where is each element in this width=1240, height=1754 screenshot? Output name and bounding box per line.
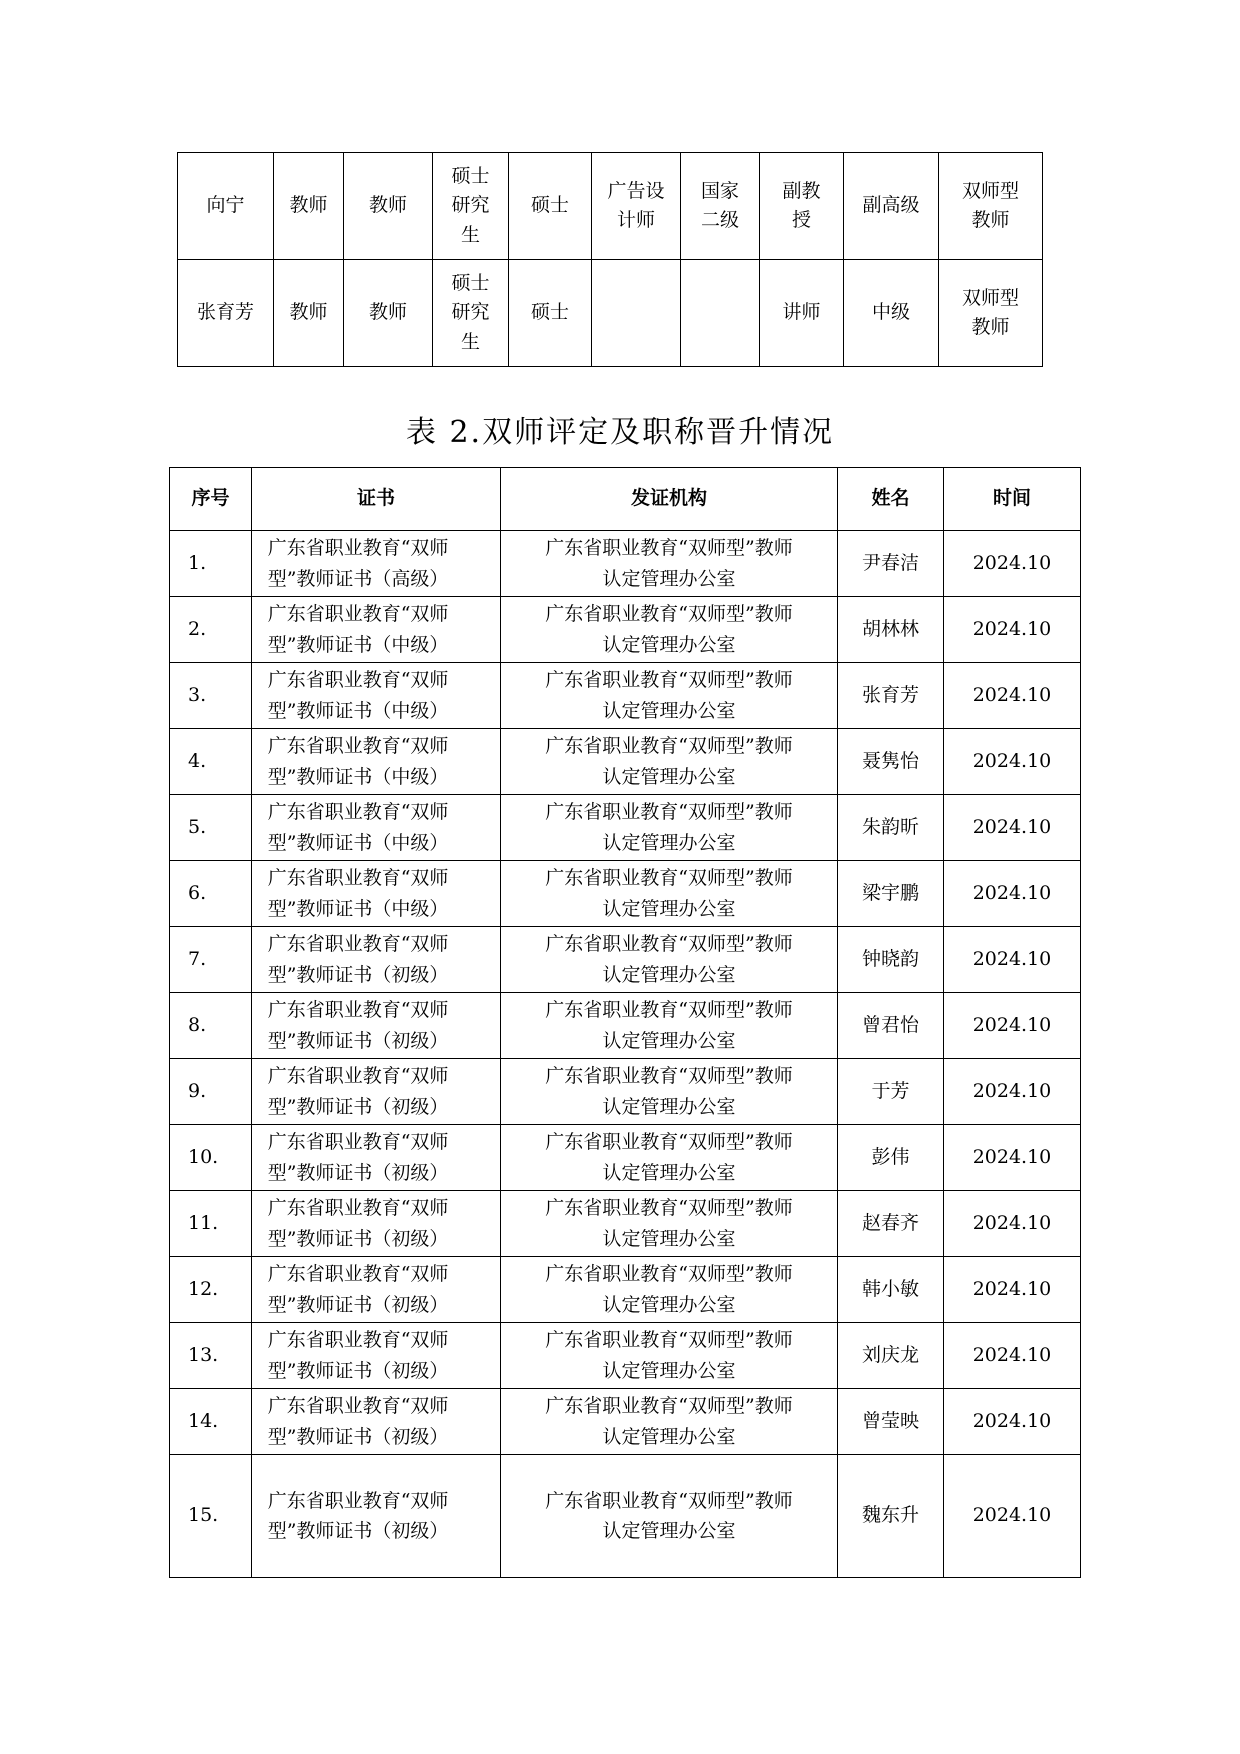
row-name: 梁宇鹏 [838,861,944,927]
certification-table-body [170,531,1081,1578]
row-time: 2024.10 [944,729,1081,795]
row-org-cell [501,1125,838,1191]
row-org-line1: 广东省职业教育“双师型”教师 [545,1065,793,1088]
table-cell: 副高级 [844,153,939,260]
row-seq: 14. [170,1389,252,1455]
row-org-line1: 广东省职业教育“双师型”教师 [545,1197,793,1220]
table-row [170,597,1081,663]
table-cell: 教师 [274,153,344,260]
table-row [170,927,1081,993]
table-row [170,1257,1081,1323]
row-seq: 12. [170,1257,252,1323]
table-row [170,663,1081,729]
row-org-line1: 广东省职业教育“双师型”教师 [545,603,793,626]
row-seq: 8. [170,993,252,1059]
row-cert-cell [252,1059,501,1125]
row-cert-cell [252,1125,501,1191]
row-org-cell [501,1323,838,1389]
row-org-line2: 认定管理办公室 [602,699,736,722]
table-row [170,993,1081,1059]
table-cell: 张育芳 [178,260,274,367]
table-cell: 讲师 [760,260,844,367]
row-cert-cell [252,663,501,729]
table-cell: 教师 [344,260,433,367]
row-cert: 广东省职业教育“双师型”教师证书（初级） [267,1065,449,1118]
row-org-line2: 认定管理办公室 [602,1293,736,1316]
table-cell [592,153,681,260]
row-cert-cell [252,993,501,1059]
row-time: 2024.10 [944,1059,1081,1125]
row-cert: 广东省职业教育“双师型”教师证书（高级） [267,537,449,590]
row-org-cell [501,1455,838,1578]
row-org-cell [501,927,838,993]
table-cell [760,153,844,260]
row-cert: 广东省职业教育“双师型”教师证书（中级） [267,801,449,854]
table-row [170,531,1081,597]
row-org-line2: 认定管理办公室 [602,765,736,788]
row-org-line2: 认定管理办公室 [602,963,736,986]
row-org-line1: 广东省职业教育“双师型”教师 [545,1131,793,1154]
row-org-cell [501,1257,838,1323]
table-row [170,729,1081,795]
row-name: 胡林林 [838,597,944,663]
row-time: 2024.10 [944,1389,1081,1455]
row-cert-cell [252,531,501,597]
column-header-cert: 证书 [252,468,501,531]
table-caption: 表 2.双师评定及职称晋升情况 [405,415,835,450]
row-org-line1: 广东省职业教育“双师型”教师 [545,801,793,824]
row-cert: 广东省职业教育“双师型”教师证书（初级） [267,1395,449,1448]
row-seq: 11. [170,1191,252,1257]
row-org-line1: 广东省职业教育“双师型”教师 [545,537,793,560]
row-seq: 7. [170,927,252,993]
row-org-line2: 认定管理办公室 [602,1161,736,1184]
row-org-line1: 广东省职业教育“双师型”教师 [545,1489,793,1512]
table-row [170,861,1081,927]
cell-text: 硕士研究生 [451,271,490,353]
cell-text: 国家二级 [700,179,739,231]
cell-text: 硕士研究生 [451,164,490,246]
table-cell: 硕士 [509,153,592,260]
row-seq: 10. [170,1125,252,1191]
row-seq: 6. [170,861,252,927]
row-cert: 广东省职业教育“双师型”教师证书（初级） [267,1197,449,1250]
row-org-line1: 广东省职业教育“双师型”教师 [545,1263,793,1286]
table-row [170,1125,1081,1191]
row-name: 聂隽怡 [838,729,944,795]
row-name: 魏东升 [838,1455,944,1578]
column-header-time: 时间 [944,468,1081,531]
column-header-name: 姓名 [838,468,944,531]
row-time: 2024.10 [944,1323,1081,1389]
row-org-line2: 认定管理办公室 [602,633,736,656]
row-cert-cell [252,861,501,927]
table-cell: 教师 [344,153,433,260]
row-cert: 广东省职业教育“双师型”教师证书（中级） [267,669,449,722]
table-cell: 硕士 [509,260,592,367]
row-time: 2024.10 [944,927,1081,993]
table-cell [592,260,681,367]
row-time: 2024.10 [944,993,1081,1059]
table-row [170,1191,1081,1257]
cell-text: 双师型教师 [961,286,1019,338]
row-seq: 3. [170,663,252,729]
table-cell [681,260,760,367]
row-time: 2024.10 [944,597,1081,663]
row-cert-cell [252,795,501,861]
table-cell: 向宁 [178,153,274,260]
table-cell [939,260,1043,367]
row-cert: 广东省职业教育“双师型”教师证书（中级） [267,735,449,788]
row-cert: 广东省职业教育“双师型”教师证书（中级） [267,867,449,920]
cell-text: 广告设计师 [607,179,665,231]
column-header-org: 发证机构 [501,468,838,531]
row-org-cell [501,1191,838,1257]
row-seq: 4. [170,729,252,795]
row-seq: 13. [170,1323,252,1389]
row-org-cell [501,1389,838,1455]
row-org-cell [501,795,838,861]
row-time: 2024.10 [944,1257,1081,1323]
row-cert-cell [252,1191,501,1257]
row-cert-cell [252,1455,501,1578]
row-name: 尹春洁 [838,531,944,597]
row-time: 2024.10 [944,531,1081,597]
row-cert: 广东省职业教育“双师型”教师证书（初级） [267,1131,449,1184]
table-cell [681,153,760,260]
row-name: 朱韵昕 [838,795,944,861]
row-seq: 9. [170,1059,252,1125]
table-row [170,795,1081,861]
row-name: 赵春齐 [838,1191,944,1257]
table-cell [433,153,509,260]
table-row [170,1455,1081,1578]
row-time: 2024.10 [944,1125,1081,1191]
row-org-line2: 认定管理办公室 [602,897,736,920]
row-cert: 广东省职业教育“双师型”教师证书（初级） [267,933,449,986]
row-org-line1: 广东省职业教育“双师型”教师 [545,867,793,890]
row-org-line1: 广东省职业教育“双师型”教师 [545,999,793,1022]
row-seq: 1. [170,531,252,597]
row-time: 2024.10 [944,1455,1081,1578]
row-name: 彭伟 [838,1125,944,1191]
table-row [170,1323,1081,1389]
table-row [178,153,1043,260]
table-cell: 中级 [844,260,939,367]
row-org-line2: 认定管理办公室 [602,1425,736,1448]
row-org-line2: 认定管理办公室 [602,567,736,590]
table-row [170,1389,1081,1455]
row-time: 2024.10 [944,663,1081,729]
row-name: 韩小敏 [838,1257,944,1323]
row-seq: 2. [170,597,252,663]
row-org-cell [501,993,838,1059]
row-cert-cell [252,1257,501,1323]
row-cert-cell [252,927,501,993]
row-cert-cell [252,729,501,795]
table-cell [939,153,1043,260]
certification-table [169,467,1081,1578]
staff-table [177,152,1043,367]
row-time: 2024.10 [944,861,1081,927]
table-cell [433,260,509,367]
row-org-cell [501,663,838,729]
row-name: 刘庆龙 [838,1323,944,1389]
row-name: 张育芳 [838,663,944,729]
row-name: 曾莹映 [838,1389,944,1455]
row-cert-cell [252,597,501,663]
row-org-line1: 广东省职业教育“双师型”教师 [545,1395,793,1418]
row-cert-cell [252,1389,501,1455]
row-name: 于芳 [838,1059,944,1125]
row-cert-cell [252,1323,501,1389]
row-time: 2024.10 [944,795,1081,861]
column-header-seq: 序号 [170,468,252,531]
row-org-line1: 广东省职业教育“双师型”教师 [545,933,793,956]
row-org-line2: 认定管理办公室 [602,1095,736,1118]
cell-text: 副教授 [782,179,821,231]
row-cert: 广东省职业教育“双师型”教师证书（初级） [267,1263,449,1316]
row-org-cell [501,861,838,927]
row-seq: 5. [170,795,252,861]
row-org-line2: 认定管理办公室 [602,1029,736,1052]
row-org-cell [501,531,838,597]
table-row [170,1059,1081,1125]
row-org-cell [501,597,838,663]
row-cert: 广东省职业教育“双师型”教师证书（初级） [267,1489,449,1542]
row-org-line2: 认定管理办公室 [602,1520,736,1542]
row-name: 曾君怡 [838,993,944,1059]
row-org-line1: 广东省职业教育“双师型”教师 [545,669,793,692]
row-time: 2024.10 [944,1191,1081,1257]
row-org-line1: 广东省职业教育“双师型”教师 [545,1329,793,1352]
row-seq: 15. [170,1455,252,1578]
row-cert: 广东省职业教育“双师型”教师证书（初级） [267,1329,449,1382]
row-org-cell [501,1059,838,1125]
row-org-line2: 认定管理办公室 [602,831,736,854]
cell-text: 双师型教师 [961,179,1019,231]
table-header-row [170,468,1081,531]
row-org-line2: 认定管理办公室 [602,1359,736,1382]
row-cert: 广东省职业教育“双师型”教师证书（中级） [267,603,449,656]
row-name: 钟晓韵 [838,927,944,993]
row-org-line2: 认定管理办公室 [602,1227,736,1250]
row-org-cell [501,729,838,795]
row-org-line1: 广东省职业教育“双师型”教师 [545,735,793,758]
row-cert: 广东省职业教育“双师型”教师证书（初级） [267,999,449,1052]
table-row [178,260,1043,367]
table-cell: 教师 [274,260,344,367]
